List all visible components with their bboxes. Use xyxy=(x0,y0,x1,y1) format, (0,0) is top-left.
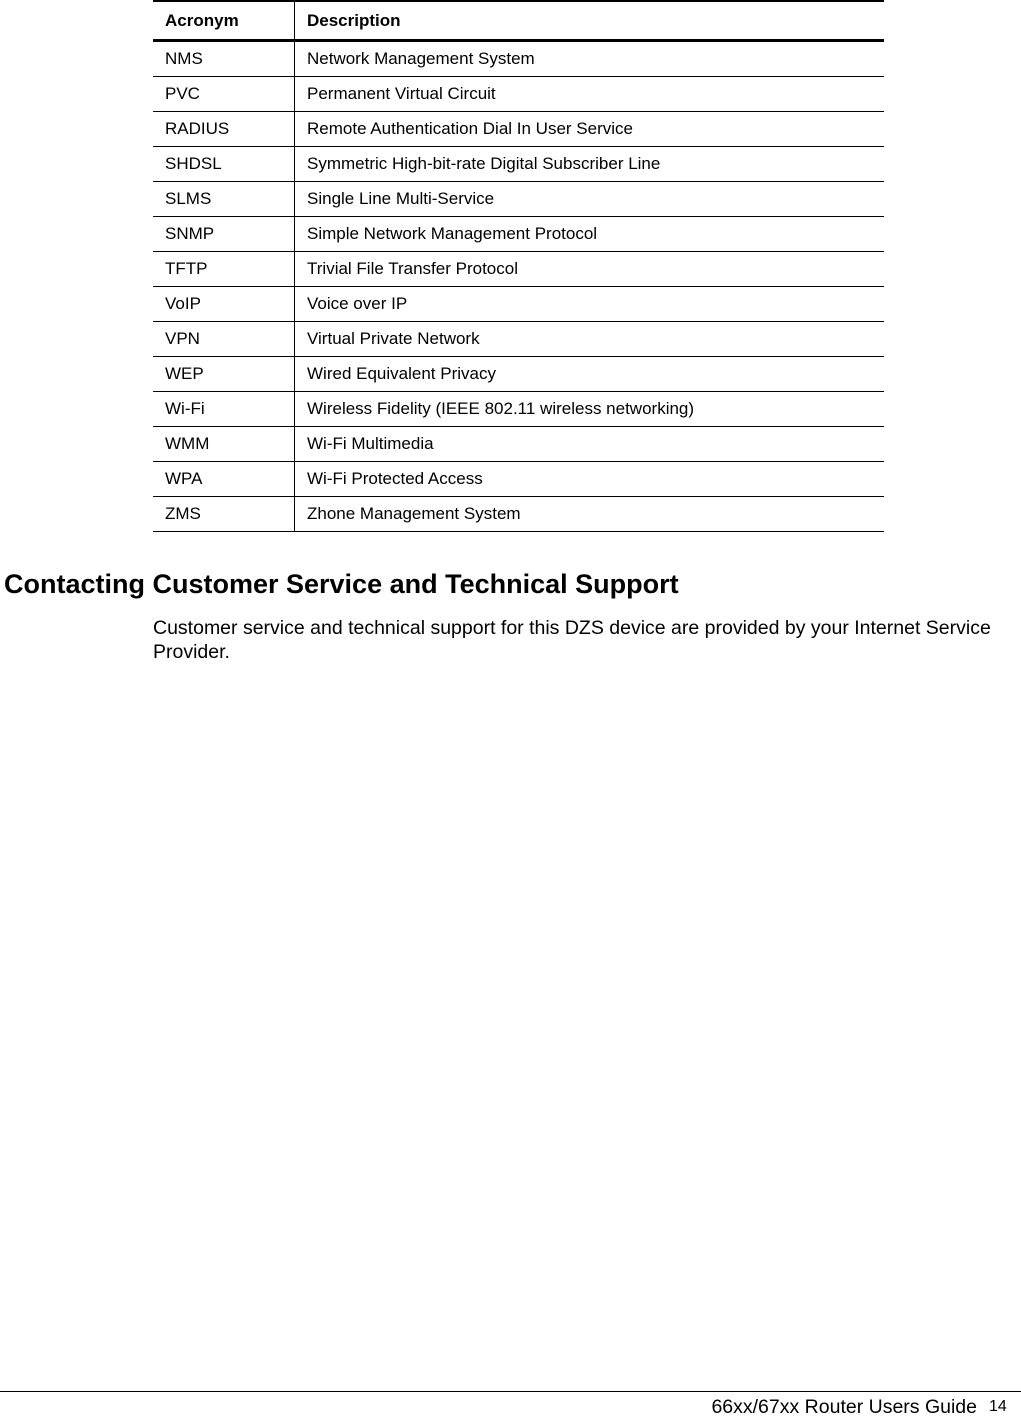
cell-acronym: WMM xyxy=(153,427,295,462)
acronym-table xyxy=(153,0,884,532)
cell-acronym: NMS xyxy=(153,41,295,77)
table-row xyxy=(153,112,884,147)
cell-description: Trivial File Transfer Protocol xyxy=(295,252,885,287)
cell-description: Simple Network Management Protocol xyxy=(295,217,885,252)
table-row xyxy=(153,217,884,252)
cell-acronym: SHDSL xyxy=(153,147,295,182)
cell-description: Wireless Fidelity (IEEE 802.11 wireless networking) xyxy=(295,392,885,427)
table-row xyxy=(153,427,884,462)
section-body: Customer service and technical support for this DZS device are provided by your Internet Service Provider. xyxy=(153,617,991,663)
table-row xyxy=(153,322,884,357)
cell-acronym: RADIUS xyxy=(153,112,295,147)
header-description: Description xyxy=(295,1,885,41)
cell-description: Wired Equivalent Privacy xyxy=(295,357,885,392)
cell-acronym: SNMP xyxy=(153,217,295,252)
table-row xyxy=(153,357,884,392)
cell-description: Permanent Virtual Circuit xyxy=(295,77,885,112)
cell-acronym: Wi-Fi xyxy=(153,392,295,427)
cell-description: Voice over IP xyxy=(295,287,885,322)
cell-acronym: WEP xyxy=(153,357,295,392)
table-row xyxy=(153,147,884,182)
cell-description: Virtual Private Network xyxy=(295,322,885,357)
page-number: 14 xyxy=(989,1398,1007,1415)
cell-description: Wi-Fi Protected Access xyxy=(295,462,885,497)
cell-acronym: TFTP xyxy=(153,252,295,287)
cell-description: Zhone Management System xyxy=(295,497,885,532)
footer-title: 66xx/67xx Router Users Guide xyxy=(711,1396,977,1418)
cell-acronym: ZMS xyxy=(153,497,295,532)
cell-acronym: PVC xyxy=(153,77,295,112)
cell-acronym: SLMS xyxy=(153,182,295,217)
header-acronym: Acronym xyxy=(153,1,295,41)
table-row xyxy=(153,392,884,427)
section-heading: Contacting Customer Service and Technical Support xyxy=(4,569,679,599)
table-header-row xyxy=(153,1,884,41)
cell-acronym: VoIP xyxy=(153,287,295,322)
footer-divider xyxy=(0,1391,1021,1392)
cell-description: Symmetric High-bit-rate Digital Subscriber Line xyxy=(295,147,885,182)
table-row xyxy=(153,497,884,532)
table-row xyxy=(153,287,884,322)
table-row xyxy=(153,182,884,217)
table-row xyxy=(153,462,884,497)
cell-description: Network Management System xyxy=(295,41,885,77)
cell-description: Wi-Fi Multimedia xyxy=(295,427,885,462)
cell-acronym: WPA xyxy=(153,462,295,497)
cell-acronym: VPN xyxy=(153,322,295,357)
acronym-table-container xyxy=(153,0,884,532)
table-row xyxy=(153,252,884,287)
table-row xyxy=(153,41,884,77)
cell-description: Single Line Multi-Service xyxy=(295,182,885,217)
table-row xyxy=(153,77,884,112)
cell-description: Remote Authentication Dial In User Service xyxy=(295,112,885,147)
table-body xyxy=(153,41,884,532)
